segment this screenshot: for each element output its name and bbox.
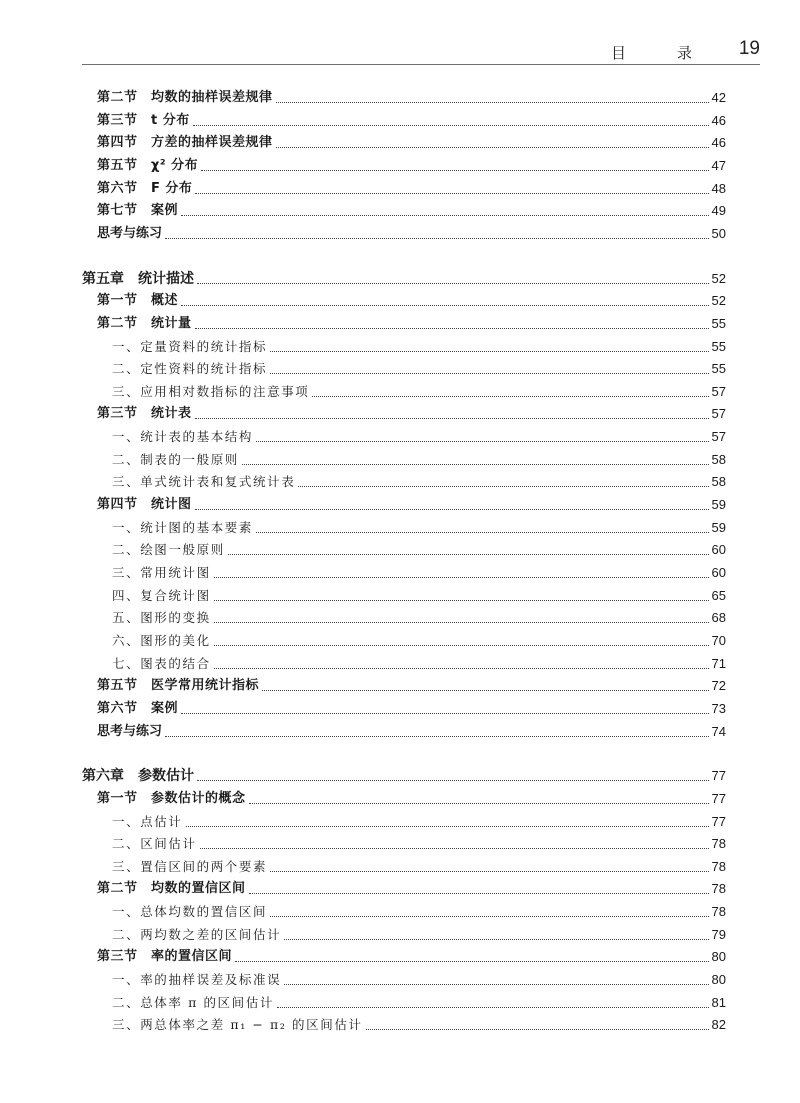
dot-leader xyxy=(235,961,709,962)
dot-leader xyxy=(165,736,709,737)
toc-entry-label: 第二节 均数的抽样误差规律 xyxy=(97,90,273,105)
toc-entry-label: 三、常用统计图 xyxy=(112,565,211,580)
toc-entry-page-number: 49 xyxy=(711,203,726,219)
toc-entry-page-number: 65 xyxy=(711,587,726,603)
toc-subsection-entry xyxy=(112,651,726,673)
dot-leader xyxy=(366,1029,709,1030)
toc-entry-label: 二、区间估计 xyxy=(112,836,197,852)
dot-leader xyxy=(270,351,708,352)
toc-entry-page-number: 78 xyxy=(711,858,726,874)
dot-leader xyxy=(214,622,709,623)
dot-leader xyxy=(249,893,709,894)
toc-subsection-entry xyxy=(112,1012,726,1034)
toc-entry-label: 四、复合统计图 xyxy=(112,587,211,603)
toc-entry-page-number: 58 xyxy=(711,451,726,467)
dot-leader xyxy=(277,1007,709,1008)
dot-leader xyxy=(270,916,708,917)
toc-entry-label: 第一节 概述 xyxy=(97,293,179,309)
toc-entry-label: 二、定性资料的统计指标 xyxy=(112,361,268,377)
toc-section-entry xyxy=(97,198,726,220)
toc-section-entry xyxy=(97,153,726,175)
toc-subsection-entry xyxy=(112,379,726,401)
toc-entry-label: 第三节 t 分布 xyxy=(97,112,190,128)
toc-entry-label: 第六节 案例 xyxy=(97,700,179,716)
dot-leader xyxy=(181,713,709,714)
toc-subsection-entry xyxy=(112,831,726,853)
toc-entry-label: 七、图表的结合 xyxy=(112,655,211,671)
toc-section-entry xyxy=(97,696,726,718)
toc-entry-page-number: 79 xyxy=(711,926,726,942)
toc-section-entry xyxy=(97,288,726,310)
toc-entry-label: 一、统计表的基本结构 xyxy=(112,429,254,445)
dot-leader xyxy=(214,577,709,578)
running-header xyxy=(82,38,760,65)
header-page-number: 19 xyxy=(738,38,760,59)
dot-leader xyxy=(276,147,709,148)
toc-entry-page-number: 60 xyxy=(711,542,726,558)
toc-entry-page-number: 78 xyxy=(711,881,726,897)
dot-leader xyxy=(256,532,709,533)
toc-entry-label: 二、总体率 π 的区间估计 xyxy=(112,994,274,1010)
toc-entry-label: 一、总体均数的置信区间 xyxy=(112,904,268,920)
toc-section-entry xyxy=(97,673,726,695)
toc-section-entry xyxy=(97,108,726,130)
dot-leader xyxy=(249,803,709,804)
dot-leader xyxy=(312,396,708,397)
toc-subsection-entry xyxy=(112,334,726,356)
toc-entry-label: 一、定量资料的统计指标 xyxy=(112,338,268,354)
toc-entry-page-number: 58 xyxy=(711,474,726,490)
toc-entry-label: 一、率的抽样误差及标准误 xyxy=(112,972,282,988)
toc-subsection-entry xyxy=(112,628,726,650)
dot-leader xyxy=(214,645,709,646)
toc-entry-label: 第一节 参数估计的概念 xyxy=(97,790,246,806)
toc-entry-label: 第六节 F 分布 xyxy=(97,180,193,196)
header-title: 目 录 xyxy=(610,44,710,62)
toc-entry-label: 三、单式统计表和复式统计表 xyxy=(112,474,296,490)
toc-section-entry xyxy=(97,786,726,808)
toc-entry-page-number: 78 xyxy=(711,904,726,920)
toc-entry-page-number: 77 xyxy=(711,813,726,829)
toc-subsection-entry xyxy=(112,899,726,921)
dot-leader xyxy=(270,373,708,374)
toc-entry-label: 第三节 率的置信区间 xyxy=(97,949,233,965)
toc-subsection-entry xyxy=(112,515,726,537)
dot-leader xyxy=(200,848,709,849)
toc-entry-page-number: 70 xyxy=(711,632,726,648)
toc-entry-page-number: 50 xyxy=(711,225,726,241)
toc-entry-page-number: 80 xyxy=(711,949,726,965)
toc-entry-page-number: 57 xyxy=(711,429,726,445)
toc-entry-page-number: 59 xyxy=(711,497,726,513)
toc-entry-page-number: 46 xyxy=(711,112,726,128)
toc-entry-page-number: 78 xyxy=(711,836,726,852)
toc-entry-page-number: 48 xyxy=(711,180,726,196)
toc-entry-label: 第二节 均数的置信区间 xyxy=(97,881,246,897)
toc-entry-label: 第七节 案例 xyxy=(97,203,179,219)
dot-leader xyxy=(181,215,709,216)
toc-exercise-entry xyxy=(97,719,726,741)
toc-entry-label: 三、置信区间的两个要素 xyxy=(112,858,268,874)
toc-entry-label: 三、两总体率之差 π₁ − π₂ 的区间估计 xyxy=(112,1017,363,1033)
toc-subsection-entry xyxy=(112,605,726,627)
toc-section-entry xyxy=(97,492,726,514)
toc-section-entry xyxy=(97,85,726,107)
toc-entry-label: 第六章 参数估计 xyxy=(82,768,194,785)
toc-subsection-entry xyxy=(112,469,726,491)
dot-leader xyxy=(284,939,708,940)
toc-entry-page-number: 82 xyxy=(711,1017,726,1033)
dot-leader xyxy=(193,125,709,126)
dot-leader xyxy=(197,780,709,781)
dot-leader xyxy=(242,464,709,465)
toc-entry-page-number: 55 xyxy=(711,338,726,354)
dot-leader xyxy=(298,486,708,487)
toc-subsection-entry xyxy=(112,537,726,559)
toc-entry-page-number: 55 xyxy=(711,315,726,331)
toc-entry-page-number: 68 xyxy=(711,610,726,626)
toc-subsection-entry xyxy=(112,922,726,944)
toc-entry-page-number: 52 xyxy=(711,293,726,309)
toc-entry-label: 第四节 统计图 xyxy=(97,497,192,513)
toc-subsection-entry xyxy=(112,854,726,876)
toc-entry-label: 第五节 医学常用统计指标 xyxy=(97,678,260,694)
toc-entry-page-number: 46 xyxy=(711,135,726,151)
toc-entry-label: 第五节 χ² 分布 xyxy=(97,157,199,173)
toc-entry-page-number: 47 xyxy=(711,157,726,173)
toc-entry-page-number: 42 xyxy=(711,90,726,105)
toc-entry-label: 思考与练习 xyxy=(97,723,163,739)
dot-leader xyxy=(276,102,709,103)
toc-entry-page-number: 80 xyxy=(711,972,726,988)
toc-entry-label: 第二节 统计量 xyxy=(97,315,192,331)
dot-leader xyxy=(284,984,708,985)
toc-subsection-entry xyxy=(112,809,726,831)
toc-section-entry xyxy=(97,401,726,423)
dot-leader xyxy=(256,441,709,442)
dot-leader xyxy=(181,305,709,306)
dot-leader xyxy=(270,871,708,872)
toc-entry-label: 一、点估计 xyxy=(112,813,183,829)
toc-entry-page-number: 73 xyxy=(711,700,726,716)
toc-entry-page-number: 60 xyxy=(711,565,726,580)
toc-entry-page-number: 55 xyxy=(711,361,726,377)
dot-leader xyxy=(195,328,709,329)
toc-section-entry xyxy=(97,311,726,333)
dot-leader xyxy=(262,690,709,691)
toc-entry-page-number: 77 xyxy=(711,790,726,806)
toc-entry-label: 第五章 统计描述 xyxy=(82,270,194,287)
dot-leader xyxy=(214,600,709,601)
toc-entry-label: 一、统计图的基本要素 xyxy=(112,519,254,535)
toc-entry-page-number: 77 xyxy=(711,768,726,784)
toc-section-entry xyxy=(97,176,726,198)
toc-subsection-entry xyxy=(112,424,726,446)
toc-entry-label: 思考与练习 xyxy=(97,225,163,241)
dot-leader xyxy=(165,238,709,239)
toc-entry-label: 二、两均数之差的区间估计 xyxy=(112,926,282,942)
toc-entry-page-number: 72 xyxy=(711,678,726,694)
toc-entry-label: 第三节 统计表 xyxy=(97,406,192,422)
toc-subsection-entry xyxy=(112,990,726,1012)
toc-entry-page-number: 74 xyxy=(711,723,726,739)
toc-subsection-entry xyxy=(112,560,726,582)
toc-chapter-entry xyxy=(82,763,726,785)
toc-entry-label: 三、应用相对数指标的注意事项 xyxy=(112,383,310,399)
toc-entry-label: 六、图形的美化 xyxy=(112,632,211,648)
toc-subsection-entry xyxy=(112,356,726,378)
toc-entry-page-number: 81 xyxy=(711,994,726,1010)
toc-entry-page-number: 59 xyxy=(711,519,726,535)
toc-entry-label: 第四节 方差的抽样误差规律 xyxy=(97,135,273,151)
toc-entry-page-number: 57 xyxy=(711,383,726,399)
toc-entry-label: 五、图形的变换 xyxy=(112,610,211,626)
dot-leader xyxy=(195,193,708,194)
dot-leader xyxy=(214,668,709,669)
toc-exercise-entry xyxy=(97,221,726,243)
dot-leader xyxy=(195,418,709,419)
toc-entry-label: 二、绘图一般原则 xyxy=(112,542,225,558)
dot-leader xyxy=(197,283,709,284)
toc-entry-page-number: 71 xyxy=(711,655,726,671)
toc-entry-label: 二、制表的一般原则 xyxy=(112,451,239,467)
toc-entry-page-number: 52 xyxy=(711,270,726,286)
dot-leader xyxy=(201,170,708,171)
dot-leader xyxy=(195,509,709,510)
dot-leader xyxy=(186,826,709,827)
toc-section-entry xyxy=(97,130,726,152)
toc-entry-page-number: 57 xyxy=(711,406,726,422)
toc-section-entry xyxy=(97,876,726,898)
toc-subsection-entry xyxy=(112,447,726,469)
dot-leader xyxy=(228,554,709,555)
toc-section-entry xyxy=(97,944,726,966)
toc-subsection-entry xyxy=(112,583,726,605)
toc-subsection-entry xyxy=(112,967,726,989)
toc-chapter-entry xyxy=(82,266,726,288)
